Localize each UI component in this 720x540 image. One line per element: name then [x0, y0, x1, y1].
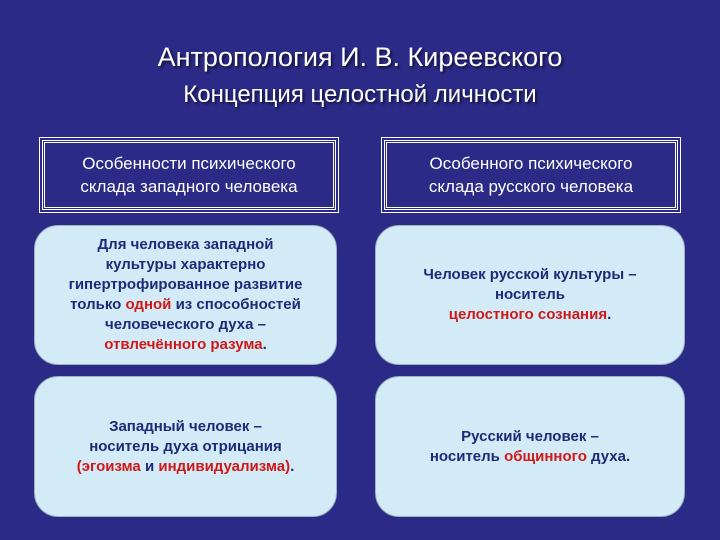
russian-header-line: Особенного психического [429, 154, 633, 173]
card-line [77, 457, 295, 477]
card-text: . [607, 306, 612, 323]
highlight-text: общинного [504, 447, 587, 465]
card-text: из способностей [171, 296, 301, 313]
western-trait-card-2 [34, 376, 337, 517]
highlight-text: (эгоизма [76, 457, 141, 475]
slide-subtitle: Концепция целостной личности [183, 81, 537, 108]
card-line [423, 305, 636, 325]
card-line: культуры характерно [105, 256, 266, 273]
highlight-text: одной [125, 296, 172, 313]
card-line [430, 447, 630, 467]
card-text: только [70, 296, 126, 313]
card-line: Человек русской культуры – [423, 266, 637, 283]
card-line [69, 295, 303, 315]
card-line: носитель [494, 286, 565, 303]
western-header-line: Особенности психического [82, 154, 296, 173]
card-text: . [262, 336, 267, 353]
card-text: духа. [586, 447, 631, 465]
card-text: . [290, 457, 295, 475]
card-line: Русский человек – [461, 427, 599, 445]
highlight-text: отвлечённого разума [104, 336, 263, 353]
slide-title: Антропология И. В. Киреевского [157, 42, 563, 72]
highlight-text: индивидуализма) [158, 457, 291, 475]
card-line: носитель духа отрицания [89, 437, 282, 455]
card-line: Западный человек – [109, 417, 262, 435]
russian-header-line: склада русского человека [428, 177, 634, 196]
russian-trait-card-1 [375, 225, 685, 365]
card-line [69, 335, 303, 355]
western-trait-card-1 [34, 225, 337, 365]
western-header-line: склада западного человека [80, 177, 298, 196]
card-text: носитель [429, 447, 505, 465]
russian-trait-card-2 [375, 376, 685, 517]
card-text: и [140, 457, 159, 475]
card-line: гипертрофированное развитие [68, 276, 303, 293]
card-line: Для человека западной [97, 236, 274, 253]
western-column-header [42, 140, 336, 210]
highlight-text: целостного сознания [448, 306, 608, 323]
russian-column-header [384, 140, 678, 210]
card-line: человеческого духа – [104, 316, 266, 333]
